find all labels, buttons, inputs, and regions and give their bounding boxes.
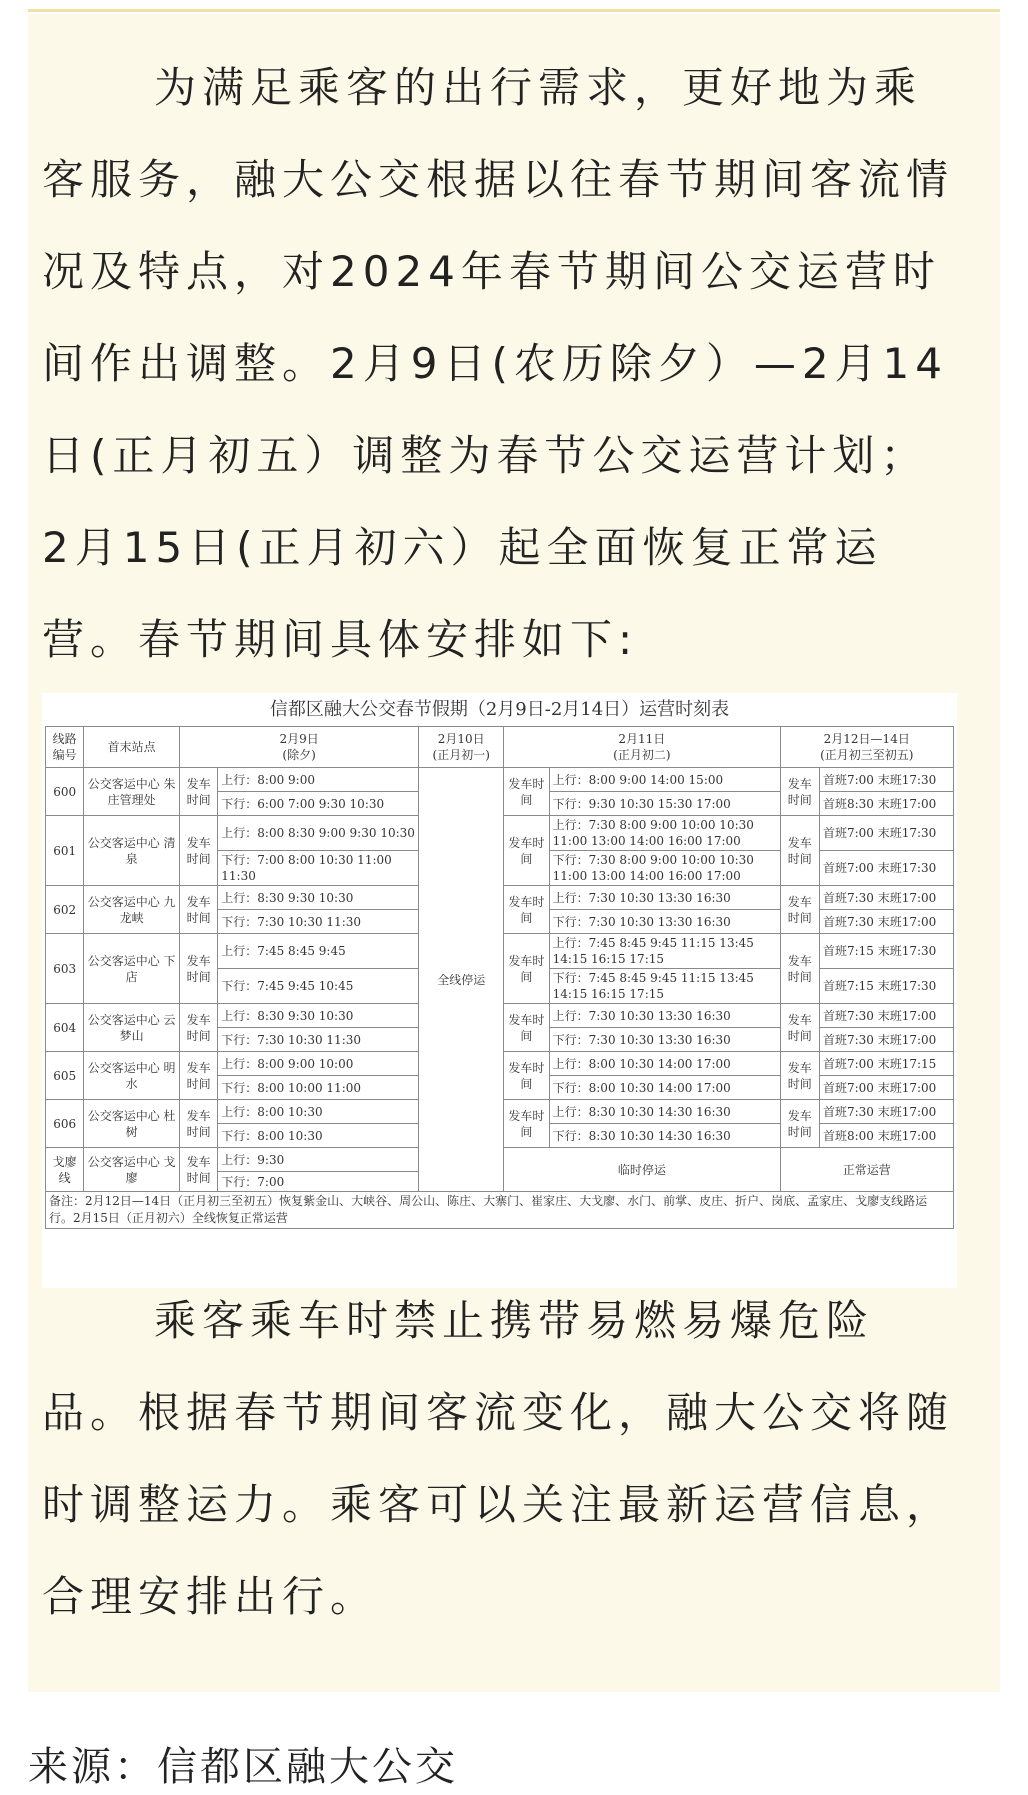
schedule-table-image [42,693,957,1288]
depart-label: 发车时间 [179,1100,217,1148]
feb12-first-last: 首班7:30 末班17:00 [819,886,953,910]
feb11-temp-stop: 临时停运 [504,1148,780,1192]
feb11-up-times: 上行：8:00 10:30 14:00 17:00 [549,1052,780,1076]
line-number: 605 [46,1052,84,1100]
depart-label: 发车时间 [179,1052,217,1100]
note-row [46,1192,954,1229]
intro-paragraph: 为满足乘客的出行需求，更好地为乘客服务，融大公交根据以往春节期间客流情况及特点，对2024年春节期间公交运营时间作出调整。2月9日(农历除夕）—2月14日(正月初五）调整为春节公交运营计划；2月15日(正月初六）起全面恢复正常运营。春节期间具体安排如下: [42,63,955,664]
feb9-down-times: 下行：7:30 10:30 11:30 [218,1028,419,1052]
feb9-up-times: 上行：9:30 [218,1148,419,1172]
depart-label: 发车时间 [179,768,217,816]
line-number: 戈廖线 [46,1148,84,1192]
feb11-up-times: 上行：8:30 10:30 14:30 16:30 [549,1100,780,1124]
line-number: 601 [46,816,84,886]
notice-paragraph: 乘客乘车时禁止携带易燃易爆危险品。根据春节期间客流变化，融大公交将随时调整运力。乘客可以关注最新运营信息，合理安排出行。 [42,1296,955,1621]
feb11-down-times: 下行：7:45 8:45 9:45 11:15 13:45 14:15 16:15 17:15 [549,969,780,1004]
station-pair: 公交客运中心 杜树 [84,1100,180,1148]
header-feb11: 2月11日 (正月初二) [504,727,780,768]
depart-label: 发车时间 [179,816,217,886]
depart-label: 发车时间 [179,1004,217,1052]
table-row [46,768,954,792]
depart-label: 发车时间 [780,886,819,934]
line-number: 600 [46,768,84,816]
feb11-down-times: 下行：8:30 10:30 14:30 16:30 [549,1124,780,1148]
depart-label: 发车时间 [504,816,549,886]
depart-label: 发车时间 [504,1004,549,1052]
station-pair: 公交客运中心 明水 [84,1052,180,1100]
station-pair: 公交客运中心 戈廖 [84,1148,180,1192]
feb11-down-times: 下行：9:30 10:30 15:30 17:00 [549,792,780,816]
feb12-first-last: 首班7:00 末班17:00 [819,1076,953,1100]
feb11-down-times: 下行：8:00 10:30 14:00 17:00 [549,1076,780,1100]
table-title: 信都区融大公交春节假期（2月9日-2月14日）运营时刻表 [269,699,730,720]
feb9-up-times: 上行：7:45 8:45 9:45 [218,934,419,969]
feb12-first-last: 首班7:30 末班17:00 [819,1004,953,1028]
depart-label: 发车时间 [780,934,819,1004]
station-pair: 公交客运中心 清泉 [84,816,180,886]
depart-label: 发车时间 [504,886,549,934]
feb12-first-last: 首班8:00 末班17:00 [819,1124,953,1148]
depart-label: 发车时间 [780,768,819,816]
feb9-down-times: 下行：7:00 8:00 10:30 11:00 11:30 [218,851,419,886]
header-feb10: 2月10日 (正月初一) [419,727,504,768]
feb9-up-times: 上行：8:00 9:00 10:00 [218,1052,419,1076]
top-divider [28,9,1000,12]
feb12-first-last: 首班7:15 末班17:30 [819,969,953,1004]
header-feb9: 2月9日 (除夕) [179,727,418,768]
feb12-first-last: 首班7:30 末班17:00 [819,1028,953,1052]
depart-label: 发车时间 [179,934,217,1004]
feb11-down-times: 下行：7:30 8:00 9:00 10:00 10:30 11:00 13:00 14:00 16:00 17:00 [549,851,780,886]
feb12-first-last: 首班7:00 末班17:15 [819,1052,953,1076]
line-number: 606 [46,1100,84,1148]
line-number: 602 [46,886,84,934]
feb12-first-last: 首班7:00 末班17:30 [819,816,953,851]
header-line: 线路编号 [46,727,84,768]
depart-label: 发车时间 [780,1100,819,1148]
feb12-first-last: 首班8:30 末班17:00 [819,792,953,816]
feb9-down-times: 下行：7:45 9:45 10:45 [218,969,419,1004]
depart-label: 发车时间 [780,816,819,886]
depart-label: 发车时间 [504,1100,549,1148]
depart-label: 发车时间 [780,1052,819,1100]
feb12-first-last: 首班7:30 末班17:00 [819,910,953,934]
table-note: 备注：2月12日—14日（正月初三至初五）恢复紫金山、大峡谷、周公山、陈庄、大寨门、崔家庄、大戈廖、水门、前掌、皮庄、折户、岗底、孟家庄、戈廖支线路运行。2月15日（正月初六）全线恢复正常运营 [46,1192,954,1229]
feb11-down-times: 下行：7:30 10:30 13:30 16:30 [549,910,780,934]
feb12-first-last: 首班7:30 末班17:00 [819,1100,953,1124]
feb11-up-times: 上行：7:30 8:00 9:00 10:00 10:30 11:00 13:00 14:00 16:00 17:00 [549,816,780,851]
feb9-up-times: 上行：8:00 10:30 [218,1100,419,1124]
feb12-first-last: 首班7:00 末班17:30 [819,851,953,886]
depart-label: 发车时间 [504,768,549,816]
feb9-up-times: 上行：8:30 9:30 10:30 [218,886,419,910]
depart-label: 发车时间 [504,934,549,1004]
table-header-row [46,727,954,768]
feb9-down-times: 下行：8:00 10:00 11:00 [218,1076,419,1100]
feb9-down-times: 下行：7:30 10:30 11:30 [218,910,419,934]
feb12-first-last: 首班7:15 末班17:30 [819,934,953,969]
station-pair: 公交客运中心 云梦山 [84,1004,180,1052]
feb11-up-times: 上行：8:00 9:00 14:00 15:00 [549,768,780,792]
feb9-up-times: 上行：8:00 8:30 9:00 9:30 10:30 [218,816,419,851]
header-feb12-14: 2月12日—14日 (正月初三至初五) [780,727,954,768]
station-pair: 公交客运中心 九龙峡 [84,886,180,934]
feb9-down-times: 下行：7:00 [218,1172,419,1192]
line-number: 603 [46,934,84,1004]
feb9-down-times: 下行：8:00 10:30 [218,1124,419,1148]
depart-label: 发车时间 [504,1052,549,1100]
line-number: 604 [46,1004,84,1052]
feb9-down-times: 下行：6:00 7:00 9:30 10:30 [218,792,419,816]
source-credit: 来源：信都区融大公交 [28,1744,458,1790]
depart-label: 发车时间 [179,1148,217,1192]
feb9-up-times: 上行：8:00 9:00 [218,768,419,792]
feb11-up-times: 上行：7:45 8:45 9:45 11:15 13:45 14:15 16:15 17:15 [549,934,780,969]
feb9-up-times: 上行：8:30 9:30 10:30 [218,1004,419,1028]
feb11-down-times: 下行：7:30 10:30 13:30 16:30 [549,1028,780,1052]
header-stations: 首末站点 [84,727,180,768]
feb12-first-last: 首班7:00 末班17:30 [819,768,953,792]
feb11-up-times: 上行：7:30 10:30 13:30 16:30 [549,886,780,910]
depart-label: 发车时间 [179,886,217,934]
depart-label: 发车时间 [780,1004,819,1052]
feb10-all-stop: 全线停运 [419,768,504,1192]
station-pair: 公交客运中心 朱庄管理处 [84,768,180,816]
schedule-table [45,726,954,1229]
station-pair: 公交客运中心 下店 [84,934,180,1004]
feb12-normal-op: 正常运营 [780,1148,954,1192]
feb11-up-times: 上行：7:30 10:30 13:30 16:30 [549,1004,780,1028]
